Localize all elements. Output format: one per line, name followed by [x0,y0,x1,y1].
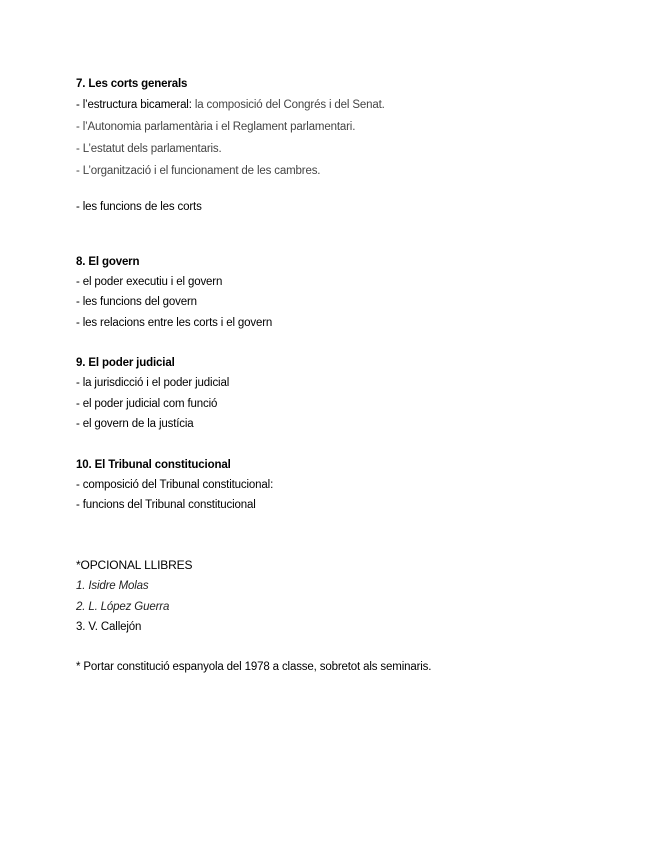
section-8-item-2: - les funcions del govern [76,296,197,308]
section-9-item-1: - la jurisdicció i el poder judicial [76,377,230,389]
section-7-item-3: - L’estatut dels parlamentaris. [76,143,222,155]
section-7-extra: - les funcions de les corts [76,201,202,213]
section-9-item-2: - el poder judicial com funció [76,398,218,410]
section-8-item-1: - el poder executiu i el govern [76,276,223,288]
section-7-item-1-prefix: - l’estructura bicameral: [76,99,195,111]
optional-books-title: *OPCIONAL LLIBRES [76,558,193,572]
book-item-3: 3. V. Callejón [76,621,142,633]
section-7-item-4: - L’organització i el funcionament de les cambres. [76,165,321,177]
section-7-item-1 [76,98,385,112]
section-10-heading: 10. El Tribunal constitucional [76,459,231,471]
section-7-item-1-rest: la composició del Congrés i del Senat. [194,99,385,111]
section-8-heading: 8. El govern [76,256,140,268]
footnote: * Portar constitució espanyola del 1978 a classe, sobretot als seminaris. [76,661,432,673]
section-7-heading: 7. Les corts generals [76,78,188,90]
section-10-item-2: - funcions del Tribunal constitucional [76,499,256,511]
book-item-1: 1. Isidre Molas [76,580,149,592]
section-8-item-3: - les relacions entre les corts i el govern [76,317,273,329]
section-7-item-2: - l’Autonomia parlamentària i el Reglament parlamentari. [76,121,356,133]
section-10-item-1: - composició del Tribunal constitucional: [76,479,274,491]
section-9-item-3: - el govern de la justícia [76,418,194,430]
section-9-heading: 9. El poder judicial [76,357,175,369]
book-item-2: 2. L. López Guerra [76,601,170,613]
